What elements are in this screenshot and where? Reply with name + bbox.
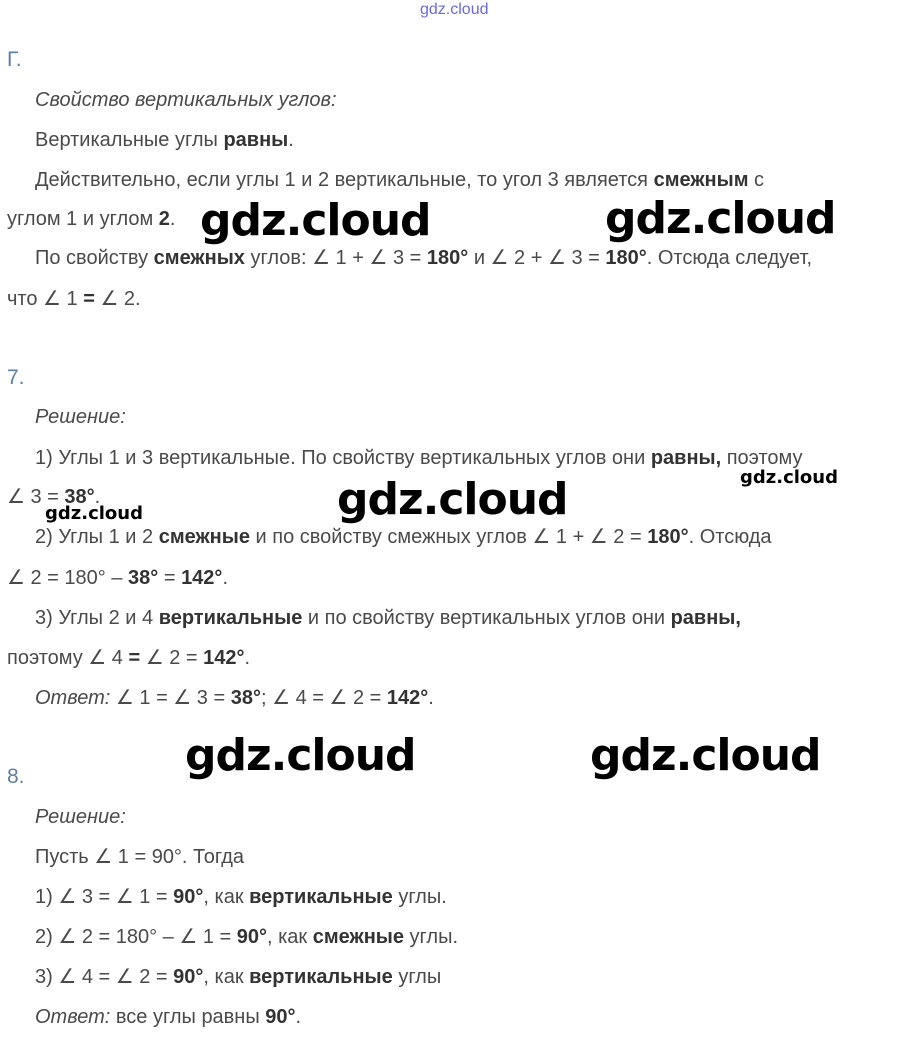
- step-7-3-cont: поэтому ∠ 4 = ∠ 2 = 142°.: [7, 647, 251, 669]
- step-8-3: 3) ∠ 4 = ∠ 2 = 90°, как вертикальные углы: [35, 966, 442, 988]
- property-title: Свойство вертикальных углов:: [35, 89, 337, 111]
- proof-line-4: что ∠ 1 = ∠ 2.: [7, 288, 141, 310]
- section-g-header: Г.: [7, 48, 22, 71]
- watermark-3: gdz.cloud: [337, 474, 568, 525]
- solution-label-8: Решение:: [35, 806, 126, 828]
- section-8-header: 8.: [7, 765, 25, 788]
- step-8-intro: Пусть ∠ 1 = 90°. Тогда: [35, 846, 245, 868]
- watermark-5: gdz.cloud: [590, 730, 821, 781]
- watermark-top: gdz.cloud: [420, 1, 489, 18]
- solution-label-7: Решение:: [35, 406, 126, 428]
- step-7-2-cont: ∠ 2 = 180° – 38° = 142°.: [7, 567, 228, 589]
- step-8-1: 1) ∠ 3 = ∠ 1 = 90°, как вертикальные углы.: [35, 886, 447, 908]
- step-7-3: 3) Углы 2 и 4 вертикальные и по свойству вертикальных углов они равны,: [35, 607, 741, 629]
- section-7-header: 7.: [7, 366, 25, 389]
- step-8-2: 2) ∠ 2 = 180° – ∠ 1 = 90°, как смежные углы.: [35, 926, 458, 948]
- answer-8: Ответ: все углы равны 90°.: [35, 1006, 302, 1028]
- proof-line-2: углом 1 и углом 2.: [7, 208, 176, 230]
- step-7-2: 2) Углы 1 и 2 смежные и по свойству смежных углов ∠ 1 + ∠ 2 = 180°. Отсюда: [35, 526, 772, 548]
- watermark-1: gdz.cloud: [200, 195, 431, 246]
- step-7-1: 1) Углы 1 и 3 вертикальные. По свойству вертикальных углов они равны, поэтому: [35, 447, 803, 469]
- proof-line-1: Действительно, если углы 1 и 2 вертикальные, то угол 3 является смежным с: [35, 169, 765, 191]
- property-statement: Вертикальные углы равны.: [35, 129, 294, 151]
- watermark-small-1: gdz.cloud: [740, 467, 838, 488]
- watermark-small-2: gdz.cloud: [45, 503, 143, 524]
- watermark-2: gdz.cloud: [605, 193, 836, 244]
- answer-7: Ответ: ∠ 1 = ∠ 3 = 38°; ∠ 4 = ∠ 2 = 142°.: [35, 687, 434, 709]
- step-7-1-cont: ∠ 3 = 38°.: [7, 486, 101, 508]
- proof-line-3: По свойству смежных углов: ∠ 1 + ∠ 3 = 180° и ∠ 2 + ∠ 3 = 180°. Отсюда следует,: [35, 247, 813, 269]
- watermark-4: gdz.cloud: [185, 730, 416, 781]
